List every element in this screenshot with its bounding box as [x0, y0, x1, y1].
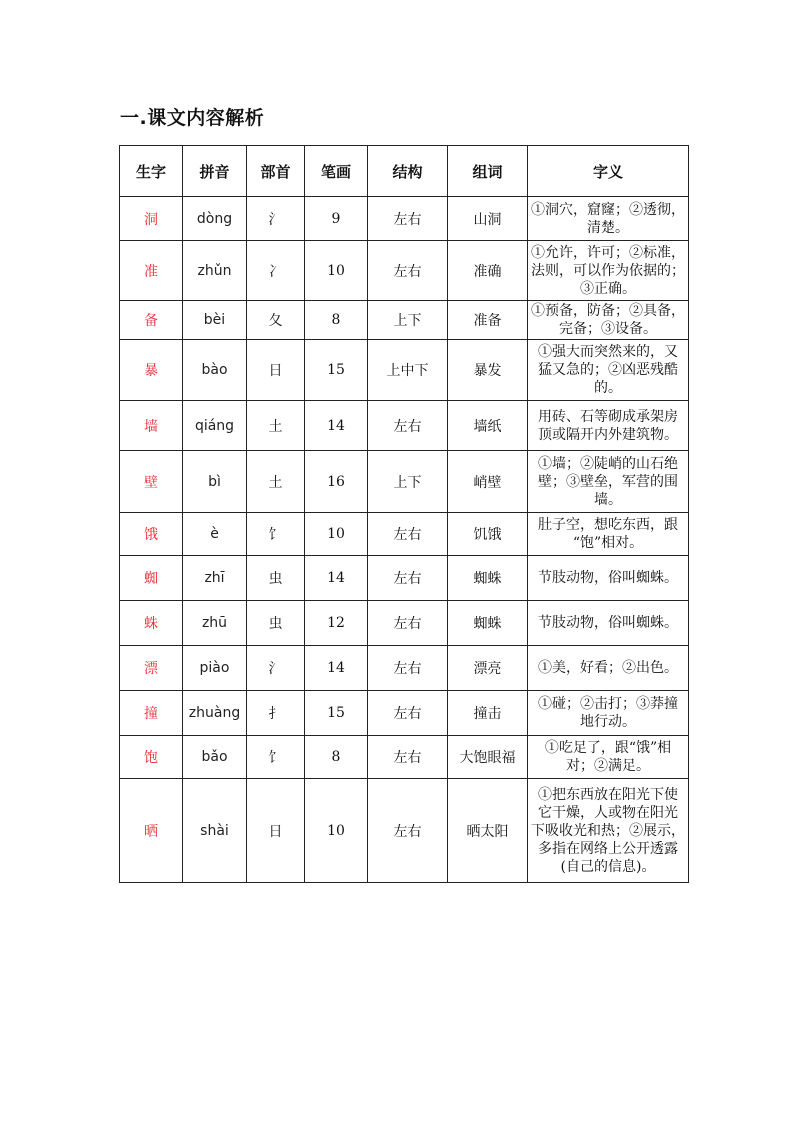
meaning-line: ③正确。: [580, 280, 636, 297]
structure-cell: 上中下: [368, 340, 448, 401]
strokes-cell: 8: [305, 736, 368, 779]
character-cell: 蜘: [120, 556, 183, 601]
strokes-cell: 14: [305, 556, 368, 601]
radical-cell: 日: [247, 340, 305, 401]
strokes-cell: 16: [305, 451, 368, 513]
meaning-line: ①洞穴，窟窿；②透彻，: [531, 201, 685, 218]
structure-cell: 左右: [368, 556, 448, 601]
meaning-line: 对；②满足。: [566, 758, 650, 774]
meaning-cell: [528, 513, 689, 556]
word-cell: 蜘蛛: [448, 601, 528, 646]
pinyin-cell: bǎo: [183, 736, 247, 779]
meaning-line: (自己的信息)。: [560, 858, 656, 875]
character-cell: 备: [120, 301, 183, 340]
character-cell: 准: [120, 241, 183, 301]
table-row: [120, 340, 689, 401]
meaning-line: 的。: [594, 380, 622, 396]
meaning-line: 壁；③壁垒，军营的围: [538, 473, 678, 490]
meaning-line: 节肢动物，俗叫蜘蛛。: [538, 570, 678, 586]
meaning-line: ①预备，防备；②具备，: [531, 303, 685, 319]
radical-cell: 虫: [247, 601, 305, 646]
character-cell: 墙: [120, 401, 183, 451]
structure-cell: 上下: [368, 301, 448, 340]
pinyin-cell: piào: [183, 646, 247, 691]
word-cell: 漂亮: [448, 646, 528, 691]
meaning-line: 地行动。: [580, 714, 636, 730]
meaning-line: 用砖、石等砌成承架房: [538, 408, 678, 425]
pinyin-cell: zhī: [183, 556, 247, 601]
meaning-line: ①墙；②陡峭的山石绝: [538, 455, 678, 472]
table-body: [120, 197, 689, 883]
word-cell: 晒太阳: [448, 779, 528, 883]
pinyin-cell: bì: [183, 451, 247, 513]
table-row: [120, 301, 689, 340]
strokes-cell: 15: [305, 691, 368, 736]
character-cell: 壁: [120, 451, 183, 513]
header-word: 组词: [448, 146, 528, 197]
radical-cell: 饣: [247, 736, 305, 779]
radical-cell: 饣: [247, 513, 305, 556]
vocabulary-table: [119, 145, 689, 883]
header-structure: 结构: [368, 146, 448, 197]
meaning-line: 清楚。: [587, 219, 629, 236]
structure-cell: 左右: [368, 646, 448, 691]
character-cell: 暴: [120, 340, 183, 401]
meaning-cell: [528, 197, 689, 241]
pinyin-cell: shài: [183, 779, 247, 883]
table-row: [120, 691, 689, 736]
header-pinyin: 拼音: [183, 146, 247, 197]
table-row: [120, 401, 689, 451]
meaning-line: ①强大而突然来的，又: [538, 344, 678, 360]
structure-cell: 左右: [368, 241, 448, 301]
meaning-line: ①允许，许可；②标准，: [531, 244, 685, 261]
radical-cell: 土: [247, 451, 305, 513]
word-cell: 准确: [448, 241, 528, 301]
structure-cell: 左右: [368, 736, 448, 779]
table-row: [120, 513, 689, 556]
word-cell: 准备: [448, 301, 528, 340]
table-row: [120, 197, 689, 241]
strokes-cell: 9: [305, 197, 368, 241]
meaning-cell: [528, 601, 689, 646]
meaning-line: 法则，可以作为依据的；: [531, 262, 685, 279]
meaning-line: 多指在网络上公开透露: [538, 840, 678, 857]
word-cell: 墙纸: [448, 401, 528, 451]
radical-cell: 扌: [247, 691, 305, 736]
pinyin-cell: bào: [183, 340, 247, 401]
strokes-cell: 10: [305, 241, 368, 301]
meaning-line: 肚子空，想吃东西，跟: [538, 517, 678, 533]
pinyin-cell: zhū: [183, 601, 247, 646]
meaning-cell: [528, 451, 689, 513]
meaning-cell: [528, 556, 689, 601]
structure-cell: 左右: [368, 513, 448, 556]
word-cell: 暴发: [448, 340, 528, 401]
strokes-cell: 14: [305, 401, 368, 451]
radical-cell: 日: [247, 779, 305, 883]
character-cell: 饿: [120, 513, 183, 556]
header-radical: 部首: [247, 146, 305, 197]
radical-cell: 氵: [247, 646, 305, 691]
pinyin-cell: dòng: [183, 197, 247, 241]
meaning-cell: [528, 340, 689, 401]
table-row: [120, 451, 689, 513]
character-cell: 饱: [120, 736, 183, 779]
structure-cell: 左右: [368, 779, 448, 883]
character-cell: 蛛: [120, 601, 183, 646]
header-strokes: 笔画: [305, 146, 368, 197]
radical-cell: 氵: [247, 197, 305, 241]
strokes-cell: 8: [305, 301, 368, 340]
radical-cell: 夂: [247, 301, 305, 340]
word-cell: 撞击: [448, 691, 528, 736]
table-row: [120, 556, 689, 601]
structure-cell: 上下: [368, 451, 448, 513]
meaning-cell: [528, 646, 689, 691]
meaning-line: 下吸收光和热；②展示，: [531, 822, 685, 839]
header-meaning: 字义: [528, 146, 689, 197]
character-cell: 洞: [120, 197, 183, 241]
character-cell: 漂: [120, 646, 183, 691]
radical-cell: 土: [247, 401, 305, 451]
meaning-cell: [528, 691, 689, 736]
structure-cell: 左右: [368, 691, 448, 736]
meaning-cell: [528, 301, 689, 340]
word-cell: 大饱眼福: [448, 736, 528, 779]
table-row: [120, 736, 689, 779]
table-row: [120, 241, 689, 301]
pinyin-cell: è: [183, 513, 247, 556]
meaning-cell: [528, 779, 689, 883]
meaning-line: 完备；③设备。: [559, 321, 657, 337]
pinyin-cell: zhǔn: [183, 241, 247, 301]
word-cell: 蜘蛛: [448, 556, 528, 601]
strokes-cell: 12: [305, 601, 368, 646]
structure-cell: 左右: [368, 401, 448, 451]
character-cell: 晒: [120, 779, 183, 883]
pinyin-cell: qiáng: [183, 401, 247, 451]
meaning-line: ①碰；②击打；③莽撞: [538, 696, 678, 712]
structure-cell: 左右: [368, 197, 448, 241]
table-row: [120, 601, 689, 646]
table-header-row: [120, 146, 689, 197]
meaning-line: 顶或隔开内外建筑物。: [538, 426, 678, 443]
meaning-cell: [528, 241, 689, 301]
meaning-cell: [528, 401, 689, 451]
pinyin-cell: zhuàng: [183, 691, 247, 736]
table-row: [120, 646, 689, 691]
meaning-line: ①吃足了，跟“饿”相: [544, 740, 672, 756]
strokes-cell: 15: [305, 340, 368, 401]
character-cell: 撞: [120, 691, 183, 736]
meaning-line: 墙。: [594, 491, 622, 508]
strokes-cell: 10: [305, 779, 368, 883]
structure-cell: 左右: [368, 601, 448, 646]
strokes-cell: 10: [305, 513, 368, 556]
table-row: [120, 779, 689, 883]
section-title: 一.课文内容解析: [120, 107, 265, 129]
radical-cell: 冫: [247, 241, 305, 301]
header-character: 生字: [120, 146, 183, 197]
pinyin-cell: bèi: [183, 301, 247, 340]
meaning-cell: [528, 736, 689, 779]
word-cell: 饥饿: [448, 513, 528, 556]
radical-cell: 虫: [247, 556, 305, 601]
meaning-line: ①美，好看；②出色。: [538, 660, 678, 676]
meaning-line: ①把东西放在阳光下使: [538, 786, 678, 803]
meaning-line: “饱”相对。: [572, 535, 644, 551]
word-cell: 峭壁: [448, 451, 528, 513]
meaning-line: 猛又急的；②凶恶残酷: [538, 362, 678, 378]
meaning-line: 它干燥，人或物在阳光: [538, 804, 678, 821]
meaning-line: 节肢动物，俗叫蜘蛛。: [538, 615, 678, 631]
strokes-cell: 14: [305, 646, 368, 691]
word-cell: 山洞: [448, 197, 528, 241]
